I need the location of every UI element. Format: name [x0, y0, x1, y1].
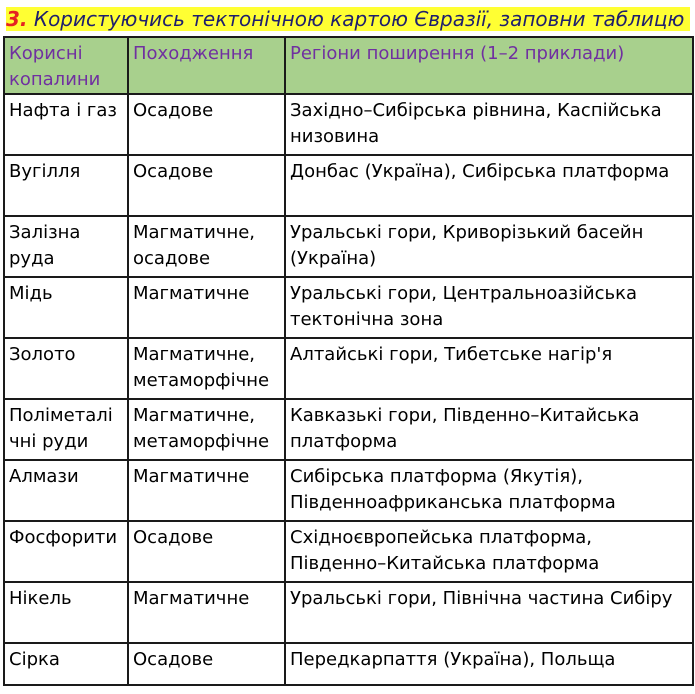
header-origin: Походження	[128, 37, 285, 94]
header-regions: Регіони поширення (1–2 приклади)	[285, 37, 693, 94]
cell-origin: Осадове	[128, 155, 285, 216]
cell-mineral: Вугілля	[4, 155, 128, 216]
task-heading	[6, 7, 690, 31]
cell-mineral: Сірка	[4, 643, 128, 685]
cell-origin: Магматичне, осадове	[128, 216, 285, 277]
cell-origin: Магматичне	[128, 582, 285, 643]
table-row	[4, 521, 693, 582]
cell-mineral: Нікель	[4, 582, 128, 643]
task-header	[0, 0, 695, 38]
task-number: 3.	[6, 7, 28, 31]
cell-mineral: Мідь	[4, 277, 128, 338]
table-row	[4, 338, 693, 399]
cell-origin: Осадове	[128, 94, 285, 155]
header-minerals: Корисні копалини	[4, 37, 128, 94]
table-row	[4, 399, 693, 460]
table-row	[4, 643, 693, 685]
cell-regions: Східноєвропейська платформа, Південно–Китайська платформа	[285, 521, 693, 582]
cell-regions: Сибірська платформа (Якутія), Південноафриканська платформа	[285, 460, 693, 521]
cell-regions: Донбас (Україна), Сибірська платформа	[285, 155, 693, 216]
cell-mineral: Залізна руда	[4, 216, 128, 277]
cell-mineral: Нафта і газ	[4, 94, 128, 155]
cell-mineral: Алмази	[4, 460, 128, 521]
cell-regions: Західно–Сибірська рівнина, Каспійська низовина	[285, 94, 693, 155]
cell-regions: Передкарпаття (Україна), Польща	[285, 643, 693, 685]
task-text: Користуючись тектонічною картою Євразії, заповни таблицю	[33, 7, 685, 31]
table-row	[4, 94, 693, 155]
cell-regions: Алтайські гори, Тибетське нагір'я	[285, 338, 693, 399]
cell-origin: Осадове	[128, 643, 285, 685]
table-row	[4, 155, 693, 216]
cell-origin: Осадове	[128, 521, 285, 582]
table-row	[4, 582, 693, 643]
cell-origin: Магматичне, метаморфічне	[128, 338, 285, 399]
table-row	[4, 216, 693, 277]
table-header-row	[4, 37, 693, 94]
cell-regions: Уральські гори, Північна частина Сибіру	[285, 582, 693, 643]
cell-regions: Уральські гори, Криворізький басейн (Україна)	[285, 216, 693, 277]
table-row	[4, 460, 693, 521]
cell-mineral: Поліметалічні руди	[4, 399, 128, 460]
cell-origin: Магматичне, метаморфічне	[128, 399, 285, 460]
cell-mineral: Фосфорити	[4, 521, 128, 582]
minerals-table	[3, 36, 694, 686]
cell-origin: Магматичне	[128, 460, 285, 521]
cell-regions: Кавказькі гори, Південно–Китайська платформа	[285, 399, 693, 460]
cell-regions: Уральські гори, Центральноазійська тектонічна зона	[285, 277, 693, 338]
cell-origin: Магматичне	[128, 277, 285, 338]
table-row	[4, 277, 693, 338]
cell-mineral: Золото	[4, 338, 128, 399]
